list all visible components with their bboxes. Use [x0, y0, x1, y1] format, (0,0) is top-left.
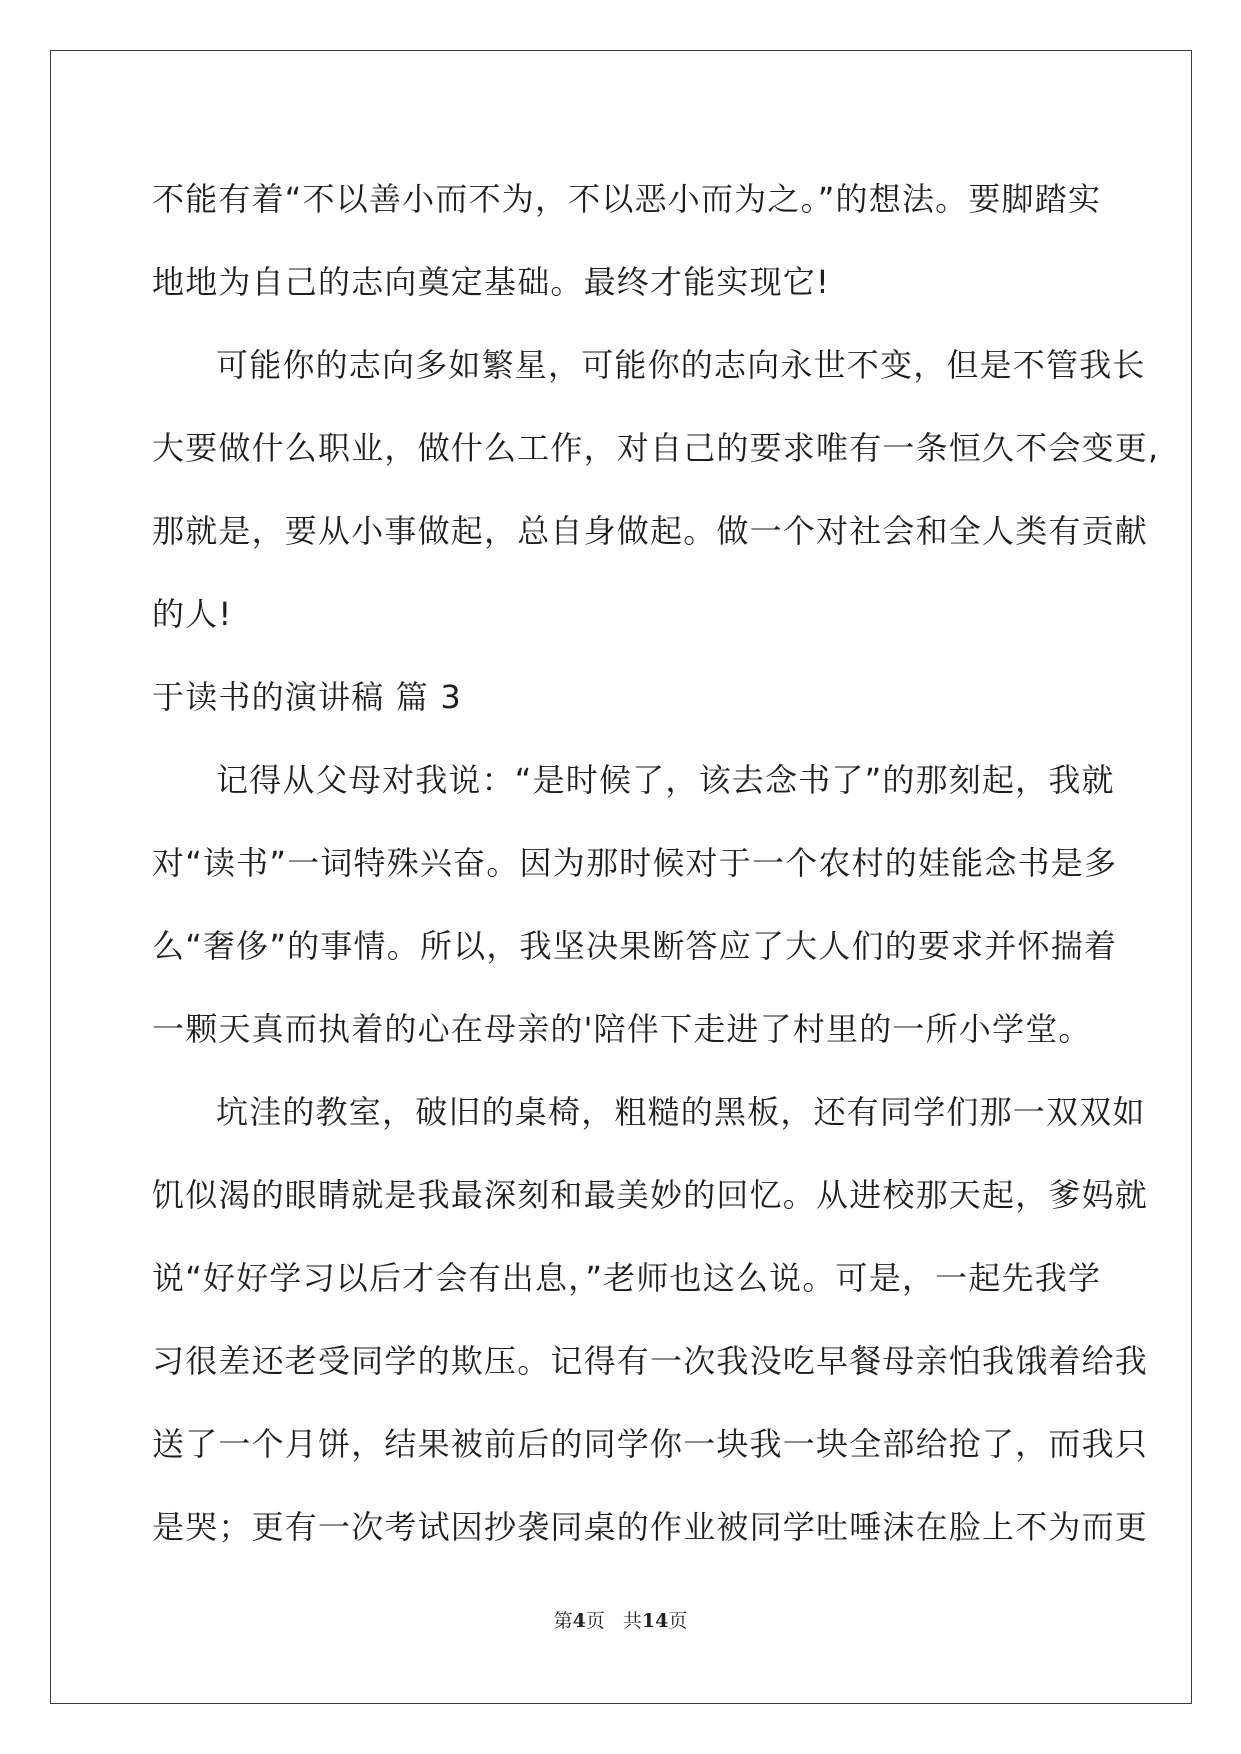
text-line: 是哭；更有一次考试因抄袭同桌的作业被同学吐唾沫在脸上不为而更	[152, 1508, 1149, 1546]
footer-page-prefix: 第	[553, 1610, 573, 1632]
text-line: 饥似渴的眼睛就是我最深刻和最美妙的回忆。从进校那天起，爹妈就	[152, 1176, 1149, 1214]
text-line: 记得从父母对我说：“是时候了，该去念书了”的那刻起，我就	[216, 761, 1115, 799]
text-line: 于读书的演讲稿 篇 3	[152, 678, 462, 716]
footer-total-prefix: 共	[622, 1610, 642, 1632]
footer-page-number: 4	[572, 1610, 586, 1632]
text-line: 那就是，要从小事做起，总自身做起。做一个对社会和全人类有贡献	[152, 512, 1149, 550]
text-line: 的人!	[152, 595, 233, 633]
text-line: 对“读书”一词特殊兴奋。因为那时候对于一个农村的娃能念书是多	[152, 844, 1118, 882]
page-footer	[0, 1606, 1241, 1633]
text-line: 送了一个月饼，结果被前后的同学你一块我一块全部给抢了，而我只	[152, 1425, 1149, 1463]
text-line: 不能有着“不以善小而不为，不以恶小而为之。”的想法。要脚踏实	[152, 180, 1102, 218]
text-line: 大要做什么职业，做什么工作，对自己的要求唯有一条恒久不会变更,	[152, 429, 1160, 467]
text-line: 一颗天真而执着的心在母亲的'陪伴下走进了村里的一所小学堂。	[152, 1010, 1092, 1048]
footer-total-pages: 14	[641, 1610, 669, 1632]
text-line: 说“好好学习以后才会有出息，”老师也这么说。可是，一起先我学	[152, 1259, 1102, 1297]
document-body	[152, 158, 1160, 1569]
footer-total-suffix: 页	[668, 1610, 688, 1632]
footer-page-suffix: 页	[585, 1610, 605, 1632]
text-line: 习很差还老受同学的欺压。记得有一次我没吃早餐母亲怕我饿着给我	[152, 1342, 1149, 1380]
text-line: 可能你的志向多如繁星，可能你的志向永世不变，但是不管我长	[216, 346, 1146, 384]
text-line: 么“奢侈”的事情。所以，我坚决果断答应了大人们的要求并怀揣着	[152, 927, 1118, 965]
text-line: 坑洼的教室，破旧的桌椅，粗糙的黑板，还有同学们那一双双如	[216, 1093, 1146, 1131]
text-line: 地地为自己的志向奠定基础。最终才能实现它!	[152, 263, 831, 301]
